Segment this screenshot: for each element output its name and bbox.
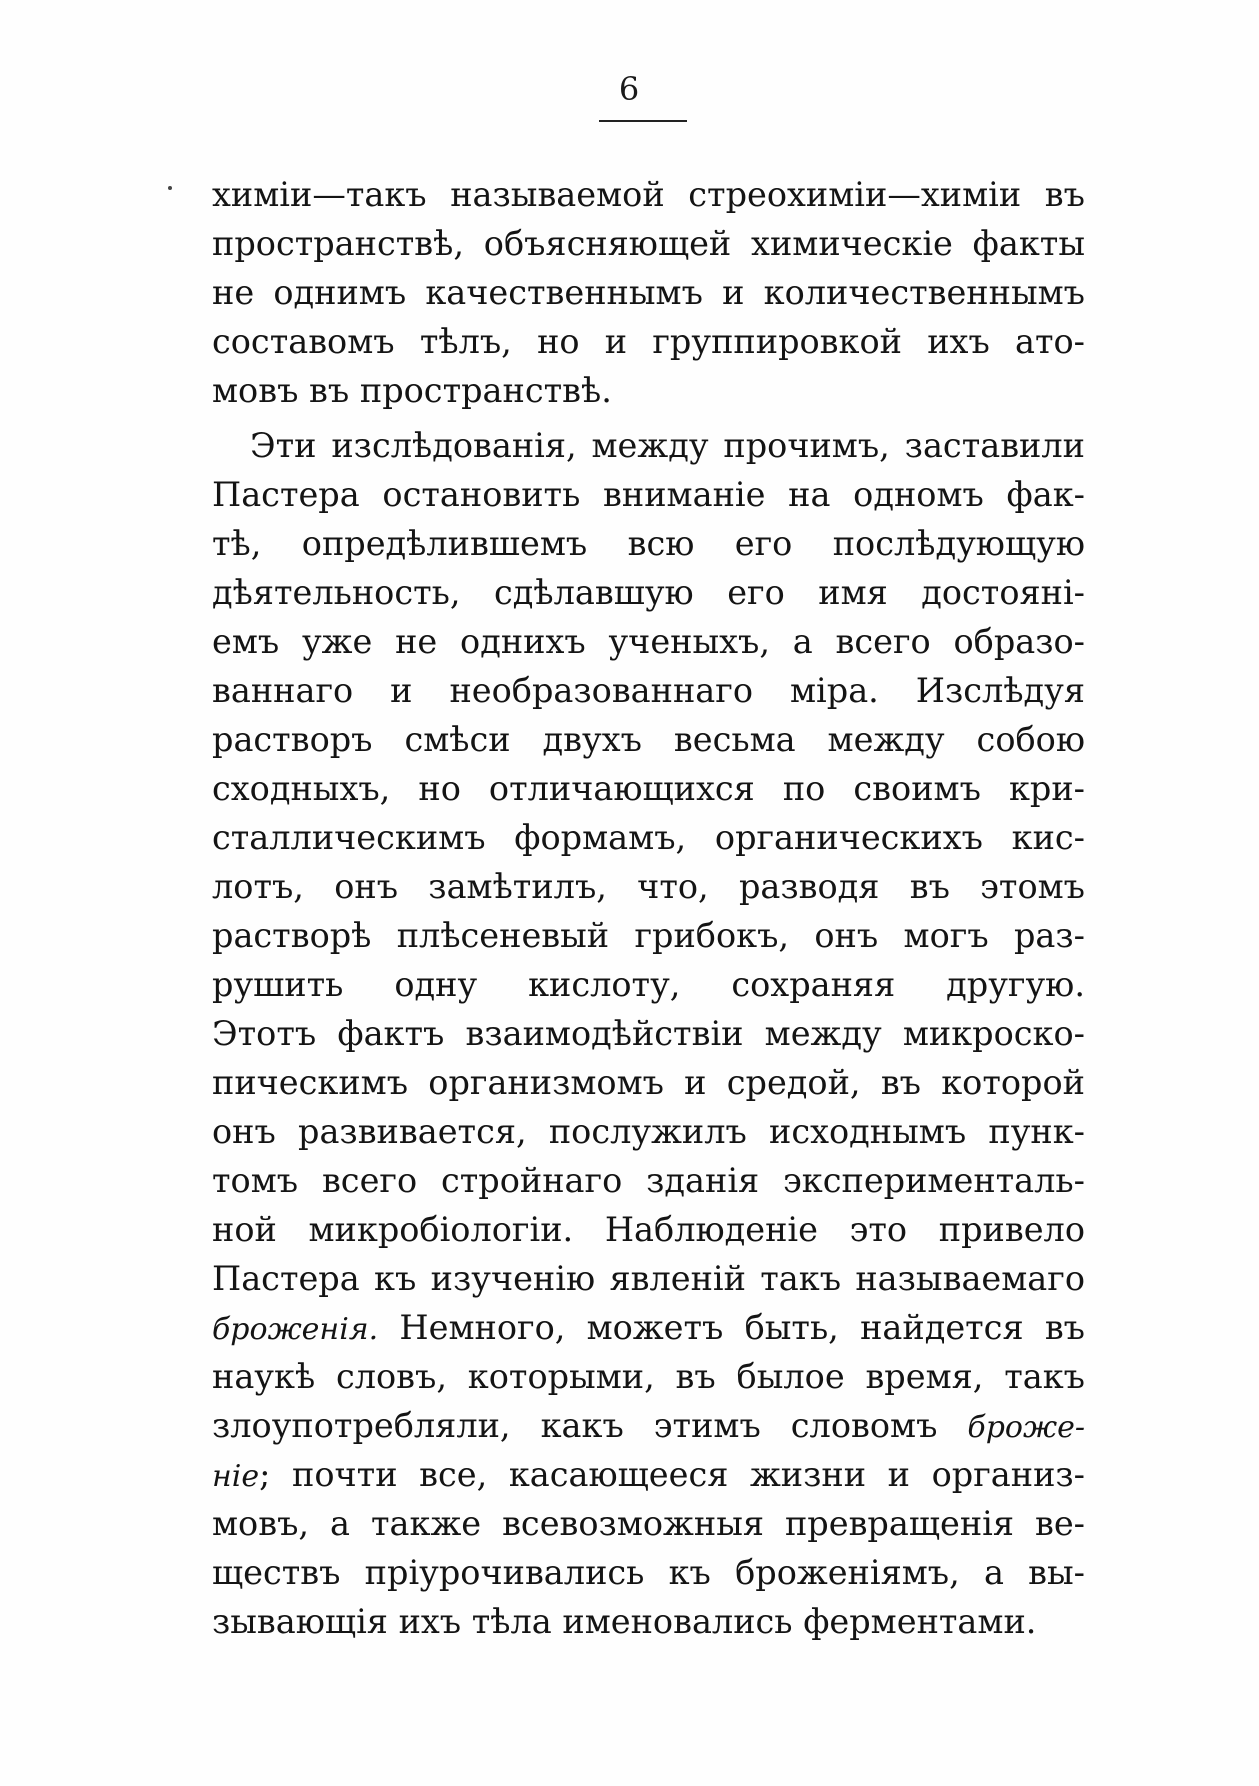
text-line: Эти изслѣдованія, между прочимъ, заставили [250,426,1085,465]
paragraph-1 [212,170,1085,415]
text-line: химіи—такъ называемой стреохиміи—химіи въ [212,175,1085,214]
text-line-nie [212,1450,1085,1499]
text-line: тѣ, опредѣлившемъ всю его послѣдующую [212,524,1085,563]
italic-term: броженія. [212,1312,379,1347]
text-line: дѣятельность, сдѣлавшую его имя достояні- [212,573,1085,612]
text-line: ной микробіологіи. Наблюденіе это привело [212,1210,1085,1249]
page-number: 6 [618,70,641,108]
paragraph-2 [212,421,1085,1646]
text-line: сталлическимъ формамъ, органическихъ кис- [212,818,1085,857]
text-segment: Немного, можетъ быть, найдется въ [378,1308,1085,1347]
text-line: ществъ пріурочивались къ броженіямъ, а вы- [212,1553,1085,1592]
text-line: рушить одну кислоту, сохраняя другую. [212,965,1085,1004]
text-line: Пастера къ изученію явленій такъ называемаго [212,1259,1085,1298]
text-line: составомъ тѣлъ, но и группировкой ихъ ато- [212,322,1085,361]
text-line: не однимъ качественнымъ и количественнымъ [212,273,1085,312]
italic-term: ніе [212,1459,260,1494]
text-line: лотъ, онъ замѣтилъ, что, разводя въ этомъ [212,867,1085,906]
text-line-abuse [212,1401,1085,1450]
text-line: пическимъ организмомъ и средой, въ которой [212,1063,1085,1102]
text-line: ваннаго и необразованнаго міра. Изслѣдуя [212,671,1085,710]
text-line: Этотъ фактъ взаимодѣйствіи между микроско- [212,1014,1085,1053]
text-line: растворѣ плѣсеневый грибокъ, онъ могъ раз- [212,916,1085,955]
page-number-rule [599,120,687,122]
text-line: сходныхъ, но отличающихся по своимъ кри- [212,769,1085,808]
body-text [212,170,1085,1646]
text-line: онъ развивается, послужилъ исходнымъ пунк- [212,1112,1085,1151]
text-line: томъ всего стройнаго зданія эксперименталь- [212,1161,1085,1200]
text-line-fermentation [212,1303,1085,1352]
text-segment: ; почти все, касающееся жизни и организ- [259,1455,1085,1494]
text-line: Пастера остановить вниманіе на одномъ фак- [212,475,1085,514]
italic-term: броже- [967,1410,1085,1445]
margin-speck [168,186,172,190]
text-line: наукѣ словъ, которыми, въ былое время, такъ [212,1357,1085,1396]
text-segment: злоупотребляли, какъ этимъ словомъ [212,1406,968,1445]
text-line: растворъ смѣси двухъ весьма между собою [212,720,1085,759]
text-line: мовъ въ пространствѣ. [212,371,612,410]
text-line: мовъ, а также всевозможныя превращенія ве- [212,1504,1085,1543]
text-line: пространствѣ, объясняющей химическіе факты [212,224,1085,263]
text-line: зывающія ихъ тѣла именовались ферментами. [212,1602,1037,1641]
text-line: емъ уже не однихъ ученыхъ, а всего образо- [212,622,1085,661]
